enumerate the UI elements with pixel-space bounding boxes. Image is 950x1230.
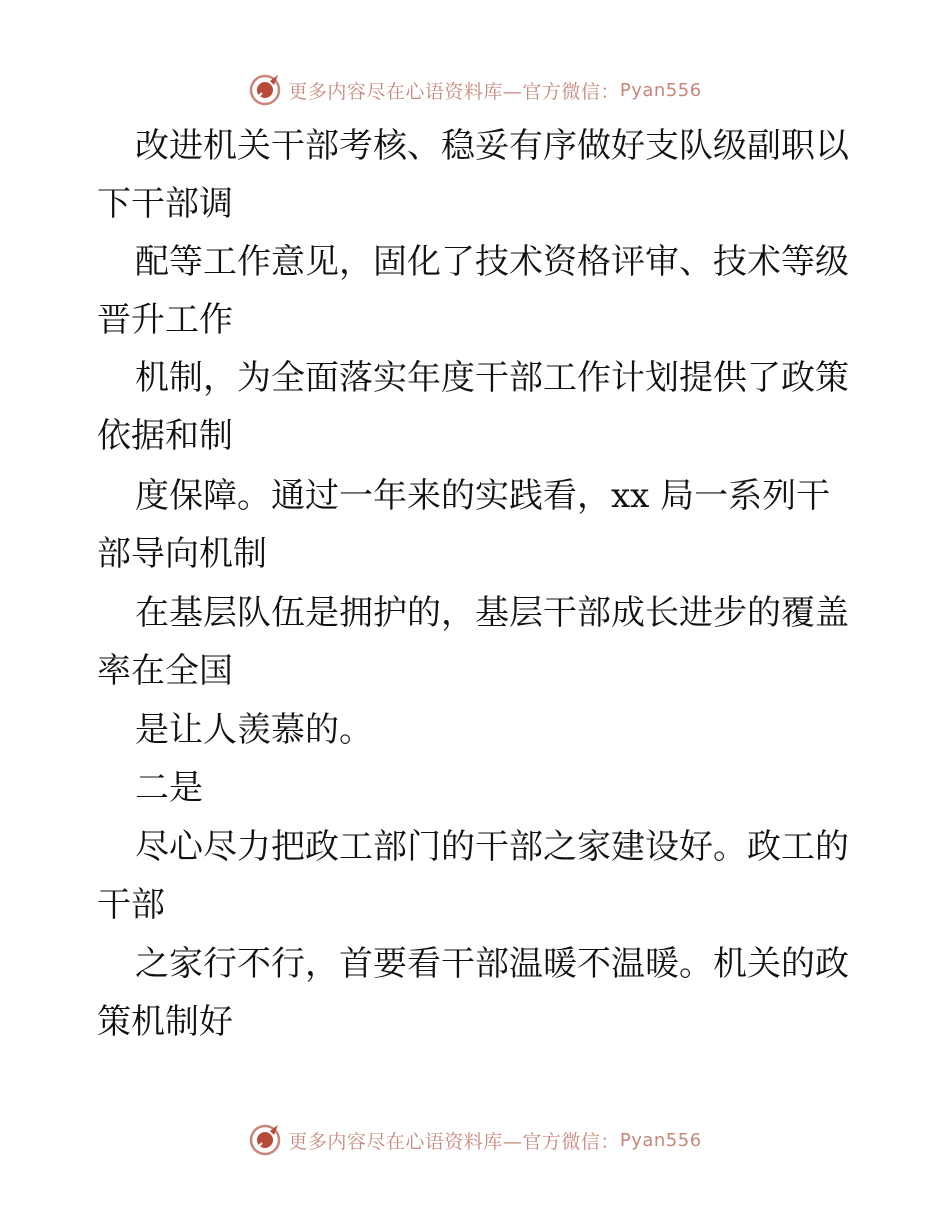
body-line: 干部 [97, 885, 165, 925]
body-line: 在基层队伍是拥护的，基层干部成长进步的覆盖 [135, 593, 849, 633]
body-line: 策机制好 [97, 1002, 233, 1042]
watermark-text: 更多内容尽在心语资料库—官方微信： [288, 1130, 620, 1153]
body-line: 之家行不行，首要看干部温暖不温暖。机关的政 [135, 944, 849, 984]
body-line: 二是 [135, 768, 203, 808]
watermark-wechat-id: Pyan556 [619, 1129, 702, 1151]
body-line: 下干部调 [97, 184, 233, 224]
body-line: 晋升工作 [97, 300, 233, 340]
watermark-text: 更多内容尽在心语资料库—官方微信： [288, 80, 620, 103]
body-line: 机制，为全面落实年度干部工作计划提供了政策 [135, 358, 849, 398]
watermark-wechat-id: Pyan556 [619, 79, 702, 101]
body-line: 率在全国 [97, 651, 233, 691]
body-line: 改进机关干部考核、稳妥有序做好支队级副职以 [135, 126, 849, 166]
header-watermark [0, 70, 950, 110]
body-line: 是让人羡慕的。 [135, 710, 373, 750]
body-line: 尽心尽力把政工部门的干部之家建设好。政工的 [135, 827, 849, 867]
footer-watermark [0, 1120, 950, 1160]
body-line: 度保障。通过一年来的实践看，xx 局一系列干 [135, 476, 831, 516]
body-line: 部导向机制 [97, 534, 267, 574]
body-line: 依据和制 [97, 416, 233, 456]
quill-logo-icon [248, 1123, 282, 1157]
body-line: 配等工作意见，固化了技术资格评审、技术等级 [135, 242, 849, 282]
quill-logo-icon [248, 73, 282, 107]
